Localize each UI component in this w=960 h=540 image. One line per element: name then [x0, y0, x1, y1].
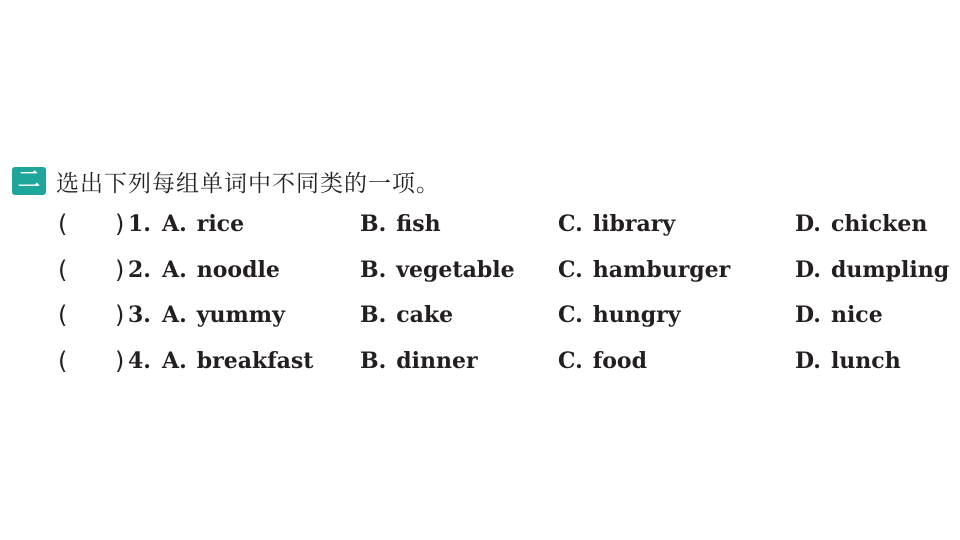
option-letter: A.: [162, 256, 187, 283]
option-word: yummy: [196, 302, 285, 328]
answer-blank-open: (: [58, 301, 68, 329]
answer-blank-open: (: [58, 346, 68, 375]
option-word: cake: [396, 302, 454, 328]
question-list: [0, 204, 960, 386]
section-instruction: 选出下列每组单词中不同类的一项。: [56, 170, 440, 197]
option-d: [795, 299, 883, 331]
option-word: fish: [396, 211, 441, 237]
question-row-4: [0, 341, 960, 387]
option-letter: A.: [162, 211, 187, 237]
question-row-1: [0, 204, 960, 250]
section-number-badge: 二: [12, 167, 46, 195]
option-letter: B.: [360, 211, 387, 237]
option-d: [795, 254, 949, 286]
answer-blank-open: (: [58, 255, 68, 284]
option-letter: D.: [795, 256, 821, 283]
option-a: [162, 208, 244, 240]
option-a: [162, 254, 280, 286]
option-word: breakfast: [196, 347, 314, 374]
answer-blank-close: ): [115, 346, 125, 375]
question-number: 1.: [128, 211, 151, 237]
option-letter: C.: [558, 302, 583, 328]
option-letter: B.: [360, 347, 387, 374]
question-number: 2.: [128, 256, 151, 283]
option-word: rice: [196, 211, 245, 237]
question-number: 4.: [128, 347, 151, 374]
answer-blank-close: ): [115, 301, 125, 329]
option-c: [558, 345, 647, 377]
question-row-2: [0, 250, 960, 296]
answer-blank-close: ): [115, 255, 125, 284]
option-word: nice: [830, 302, 883, 328]
section-heading: [12, 165, 440, 197]
option-b: [360, 345, 478, 377]
option-word: noodle: [196, 256, 280, 283]
option-letter: D.: [795, 302, 821, 328]
option-word: dinner: [396, 347, 478, 374]
answer-blank-open: (: [58, 210, 68, 238]
option-letter: C.: [558, 347, 583, 374]
option-c: [558, 254, 730, 286]
option-a: [162, 345, 313, 377]
option-c: [558, 208, 675, 240]
option-letter: B.: [360, 302, 387, 328]
option-word: food: [592, 347, 647, 374]
option-word: lunch: [830, 347, 901, 374]
option-word: library: [592, 211, 676, 237]
option-word: dumpling: [830, 256, 950, 283]
option-letter: C.: [558, 211, 583, 237]
option-word: hungry: [592, 302, 681, 328]
option-word: hamburger: [592, 256, 731, 283]
option-word: vegetable: [396, 256, 515, 283]
option-letter: B.: [360, 256, 387, 283]
answer-blank-close: ): [115, 210, 125, 238]
question-row-3: [0, 295, 960, 341]
option-letter: A.: [162, 347, 187, 374]
option-d: [795, 345, 901, 377]
option-word: chicken: [830, 211, 928, 237]
option-letter: C.: [558, 256, 583, 283]
option-b: [360, 254, 515, 286]
option-letter: D.: [795, 211, 821, 237]
option-letter: D.: [795, 347, 821, 374]
option-b: [360, 208, 441, 240]
option-d: [795, 208, 927, 240]
option-letter: A.: [162, 302, 187, 328]
question-number: 3.: [128, 302, 151, 328]
option-b: [360, 299, 453, 331]
option-c: [558, 299, 681, 331]
option-a: [162, 299, 285, 331]
